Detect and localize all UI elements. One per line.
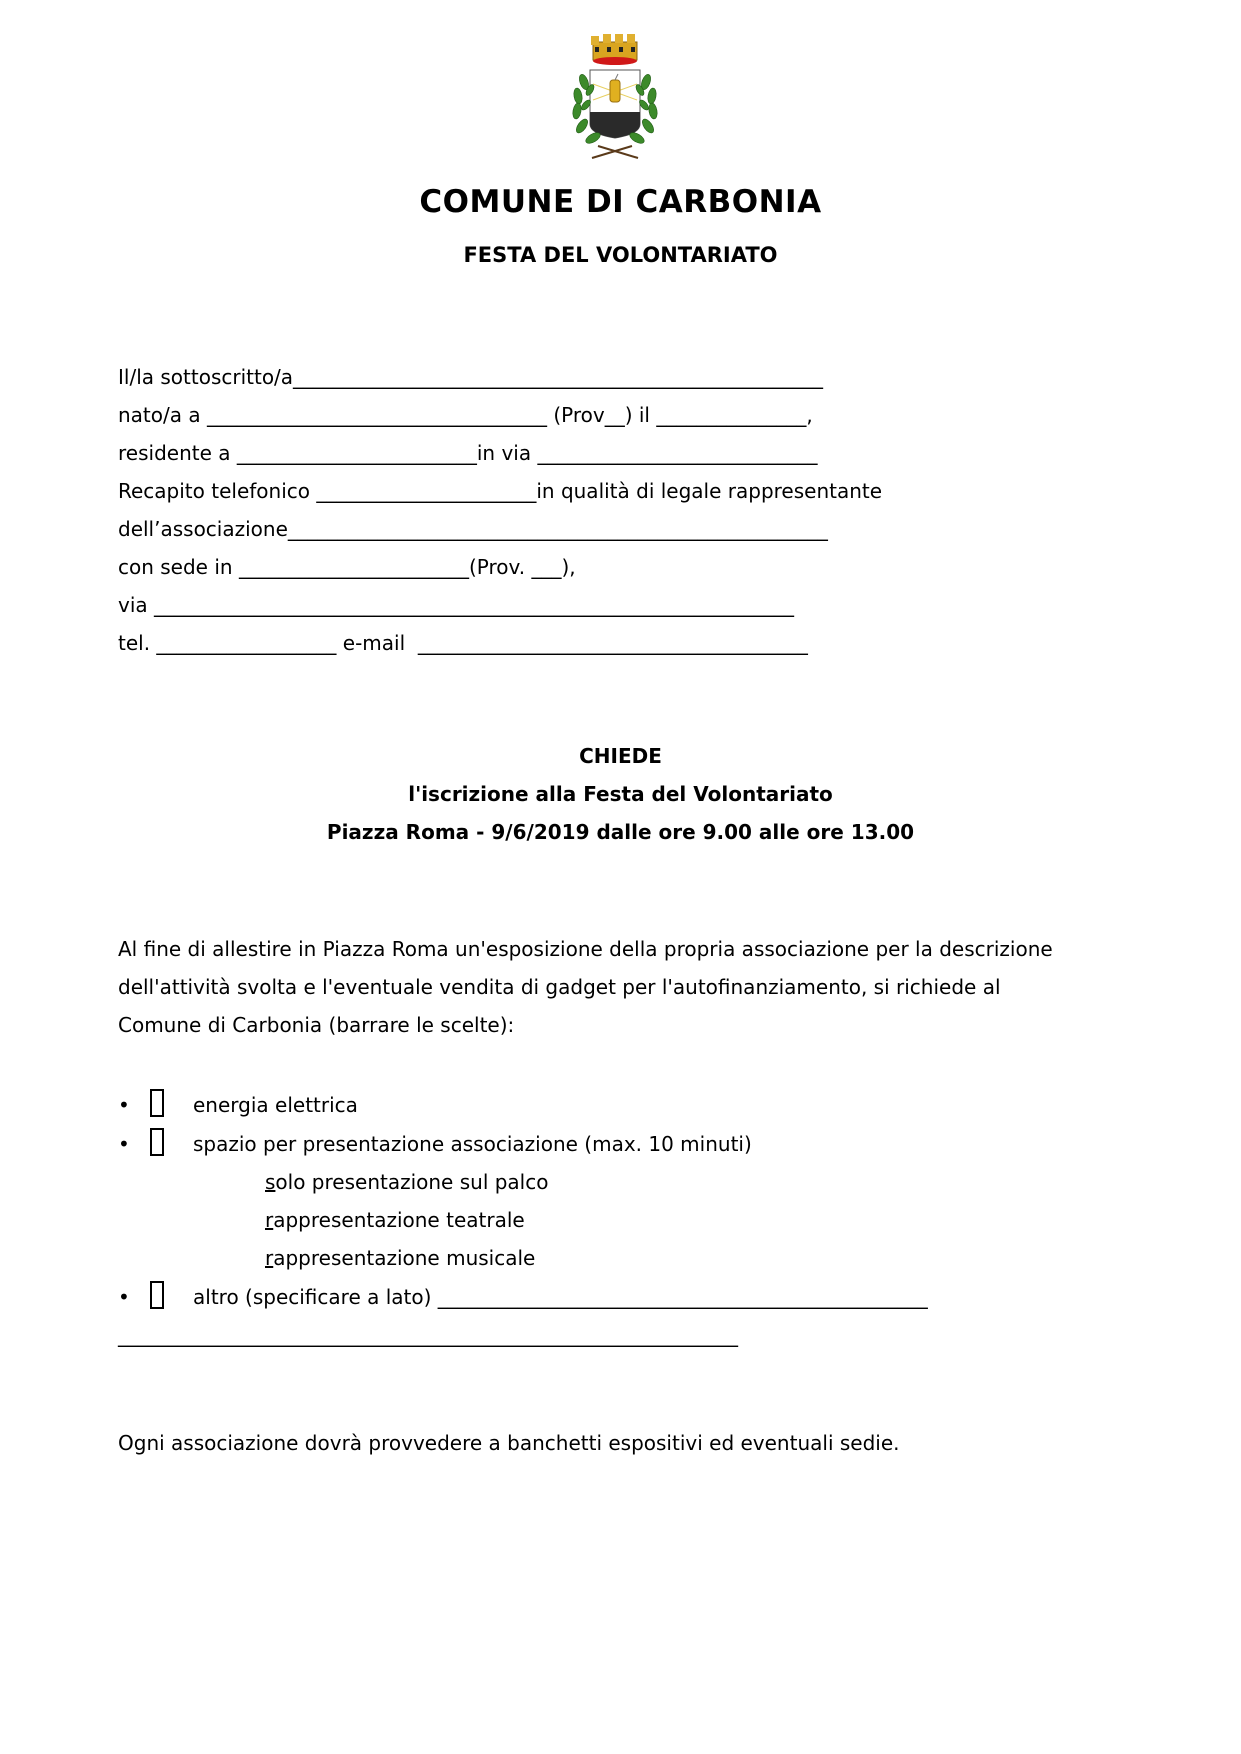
intro-line-3: Comune di Carbonia (barrare le scelte): <box>118 1013 515 1037</box>
bullet-icon: • <box>118 1093 130 1117</box>
footer-note: Ogni associazione dovrà provvedere a banchetti espositivi ed eventuali sedie. <box>118 1431 900 1455</box>
continuation-line[interactable]: ______________________________________________________________ <box>118 1323 738 1347</box>
association-field-line[interactable]: dell’associazione______________________________________________________ <box>118 517 828 541</box>
seat-field-line[interactable]: con sede in _______________________(Prov. ___), <box>118 555 576 579</box>
suboption-musicale[interactable] <box>265 1245 535 1271</box>
intro-line-1: Al fine di allestire in Piazza Roma un'esposizione della propria associazione per la descrizione <box>118 937 1053 961</box>
bullet-icon: • <box>118 1132 130 1156</box>
name-field-line[interactable]: Il/la sottoscritto/a_____________________________________________________ <box>118 365 824 389</box>
checkbox-spazio[interactable] <box>150 1128 164 1156</box>
contact-field-line[interactable]: tel. __________________ e-mail _______________________________________ <box>118 631 808 655</box>
suboption-palco[interactable] <box>265 1169 548 1195</box>
request-line-1: l'iscrizione alla Festa del Volontariato <box>408 782 833 806</box>
street-field-line[interactable]: via ________________________________________________________________ <box>118 593 795 617</box>
request-line-2: Piazza Roma - 9/6/2019 dalle ore 9.00 alle ore 13.00 <box>326 820 915 844</box>
coat-of-arms-icon <box>560 34 670 164</box>
birth-field-line[interactable]: nato/a a __________________________________ (Prov__) il _______________, <box>118 403 813 427</box>
suboption-label: appresentazione musicale <box>273 1246 536 1270</box>
request-heading: CHIEDE <box>579 744 662 768</box>
suboption-marker: s <box>265 1170 276 1194</box>
suboption-marker: r <box>265 1246 274 1270</box>
suboption-label: olo presentazione sul palco <box>275 1170 549 1194</box>
suboption-label: appresentazione teatrale <box>273 1208 525 1232</box>
page-subtitle: FESTA DEL VOLONTARIATO <box>463 243 778 267</box>
suboption-teatrale[interactable] <box>265 1207 525 1233</box>
option-spazio-label: spazio per presentazione associazione (max. 10 minuti) <box>193 1132 752 1156</box>
checkbox-energia[interactable] <box>150 1089 164 1117</box>
page-title: COMUNE DI CARBONIA <box>419 184 822 220</box>
residence-field-line[interactable]: residente a ________________________in via ____________________________ <box>118 441 818 465</box>
checkbox-altro[interactable] <box>150 1281 164 1309</box>
option-energia-label: energia elettrica <box>193 1093 358 1117</box>
suboption-marker: r <box>265 1208 274 1232</box>
bullet-icon: • <box>118 1285 130 1309</box>
option-altro-label[interactable]: altro (specificare a lato) _________________________________________________ <box>193 1285 928 1309</box>
phone-field-line[interactable]: Recapito telefonico ______________________in qualità di legale rappresentante <box>118 479 883 503</box>
intro-line-2: dell'attività svolta e l'eventuale vendita di gadget per l'autofinanziamento, si richiede al <box>118 975 1001 999</box>
